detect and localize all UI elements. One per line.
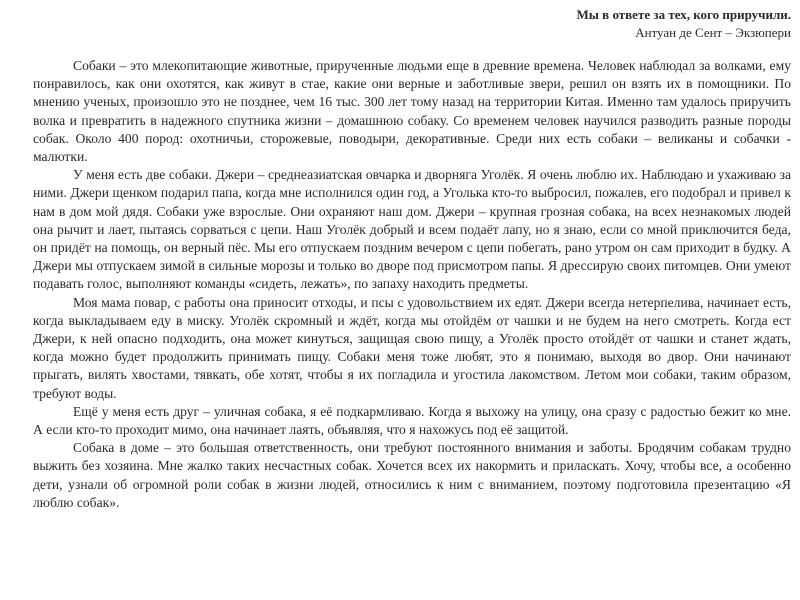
epigraph-author: Антуан де Сент – Экзюпери bbox=[635, 24, 791, 40]
epigraph bbox=[33, 6, 791, 41]
paragraph-intro: Собаки – это млекопитающие животные, прирученные людьми еще в древние времена. Человек наблюдал за волками, ему понравилось, как они охотятся, как живут в стае, какие они верные и заботливые звери, решил он взять их в помощники. По мнению ученых, произошло это не позднее, чем 16 тыс. 300 лет тому назад на территории Китая. Именно там удалось приручить волка и превратить в надежного спутника жизни – домашнюю собаку. Со временем человек научился разводить разные породы собак. Около 400 пород: охотничьи, сторожевые, поводыри, декоративные. Среди них есть собаки – великаны и собачки - малютки. bbox=[33, 58, 791, 165]
essay-body bbox=[33, 57, 791, 512]
epigraph-quote: Мы в ответе за тех, кого приручили. bbox=[576, 7, 791, 22]
document-page bbox=[33, 6, 791, 596]
paragraph-conclusion: Собака в доме – это большая ответственность, они требуют постоянного внимания и заботы. Бродячим собакам трудно выжить без хозяина. Мне жалко таких несчастных собак. Хочется всех их накормить и приласкать. Хочу, чтобы все, а особенно дети, узнали об огромной роли собак в жизни людей, относились к ним с вниманием, поэтому подготовила презентацию «Я люблю собак». bbox=[33, 440, 791, 510]
paragraph-feeding: Моя мама повар, с работы она приносит отходы, и псы с удовольствием их едят. Джери всегда нетерпелива, начинает есть, когда выкладываем еду в миску. Уголёк скромный и ждёт, когда мы отойдём от чашки и не будем на него смотреть. Когда ест Джери, к ней опасно подходить, она может кинуться, защищая свою пищу, а Уголёк просто отойдёт от чашки и станет ждать, когда можно будет продолжить принимать пищу. Собаки меня тоже любят, это я понимаю, выходя во двор. Они начинают прыгать, вилять хвостами, тявкать, обе хотят, чтобы я их погладила и угостила лакомством. Летом мои собаки, таким образом, требуют воды. bbox=[33, 294, 791, 401]
paragraph-my-dogs: У меня есть две собаки. Джери – среднеазиатская овчарка и дворняга Уголёк. Я очень люблю их. Наблюдаю и ухаживаю за ними. Джери щенком подарил папа, когда мне исполнился один год, а Уголька кто-то выбросил, пожалев, его подобрал и привел к нам в дом мой дядя. Собаки уже взрослые. Они охраняют наш дом. Джери – крупная грозная собака, на всех незнакомых людей она рычит и лает, пытаясь сорваться с цепи. Наш Уголёк добрый и всем подаёт лапу, но я знаю, если со мной приключится беда, он придёт на помощь, он верный пёс. Мы его отпускаем поздним вечером с цепи побегать, рано утром он сам приходит в будку. А Джери мы отпускаем зимой в сильные морозы и только во дворе под присмотром папы. Я дрессирую своих питомцев. Они умеют подавать голос, выполняют команды «сидеть, лежать», по запаху находить предметы. bbox=[33, 167, 791, 292]
paragraph-street-dog: Ещё у меня есть друг – уличная собака, я её подкармливаю. Когда я выхожу на улицу, она сразу с радостью бежит ко мне. А если кто-то проходит мимо, она начинает лаять, объявляя, что я нахожусь под её защитой. bbox=[33, 403, 791, 438]
